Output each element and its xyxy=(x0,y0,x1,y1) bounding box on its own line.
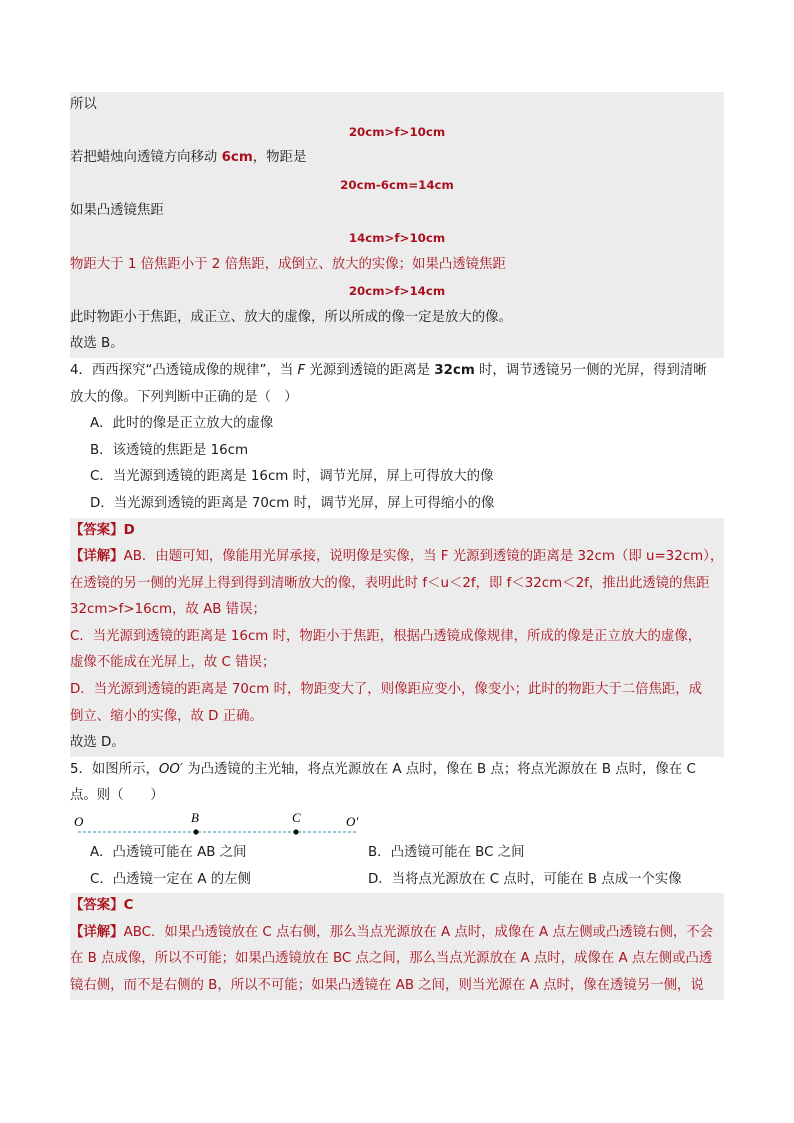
question-4-stem: 4．西西探究“凸透镜成像的规律”，当 F 光源到透镜的距离是 32cm 时，调节透镜另一侧的光屏，得到清晰 xyxy=(70,362,707,378)
option-d: D．当将点光源放在 C 点时，可能在 B 点成一个实像 xyxy=(368,871,682,887)
solution-line: 若把蜡烛向透镜方向移动 6cm，物距是 xyxy=(70,145,724,172)
detail-line: 镜右侧，而不是右侧的 B，所以不可能；如果凸透镜在 AB 之间，则当光源在 A 点时，像在透镜另一侧，说 xyxy=(70,973,724,1000)
solution-line: 此时物距小于焦距，成正立、放大的虚像，所以所成的像一定是放大的像。 xyxy=(70,305,724,332)
point-b xyxy=(193,829,198,834)
formula: 20cm>f>10cm xyxy=(70,119,724,146)
formula: 20cm-6cm=14cm xyxy=(70,172,724,199)
answer: 【答案】D xyxy=(70,518,724,545)
answer: 【答案】C xyxy=(70,893,724,920)
option-a: A．凸透镜可能在 AB 之间 xyxy=(90,845,247,861)
option-c: C．当光源到透镜的距离是 16cm 时，调节光屏，屏上可得放大的像 xyxy=(90,469,494,485)
detail-line: 在透镜的另一侧的光屏上得到得到清晰放大的像，表明此时 f＜u＜2f，即 f＜32cm＜2f，推出此透镜的焦距 xyxy=(70,571,724,598)
page-content xyxy=(70,92,724,1000)
option-row xyxy=(70,840,724,867)
solution-line: 所以 xyxy=(70,92,724,119)
detail-line: 【详解】AB．由题可知，像能用光屏承接，说明像是实像，当 F 光源到透镜的距离是 32cm（即 u=32cm）， xyxy=(70,544,724,571)
detail-line: 故选 D。 xyxy=(70,730,724,757)
detail-line: 在 B 点成像，所以不可能；如果凸透镜放在 BC 点之间，那么当点光源放在 A 点时，成像在 A 点左侧或凸透 xyxy=(70,946,724,973)
label-o: O xyxy=(74,814,84,830)
detail-line: 32cm>f>16cm，故 AB 错误； xyxy=(70,597,724,624)
solution-line: 如果凸透镜焦距 xyxy=(70,198,724,225)
optical-axis-diagram xyxy=(70,810,724,840)
option-b: B．凸透镜可能在 BC 之间 xyxy=(368,845,525,861)
question-5-stem: 点。则（ ） xyxy=(70,788,164,804)
detail-line: D．当光源到透镜的距离是 70cm 时，物距变大了，则像距应变小，像变小；此时的物距大于二倍焦距，成 xyxy=(70,677,724,704)
label-b: B xyxy=(191,810,199,826)
detail-line: 【详解】ABC．如果凸透镜放在 C 点右侧，那么当点光源放在 A 点时，成像在 A 点左侧或凸透镜右侧，不会 xyxy=(70,920,724,947)
option-row xyxy=(70,867,724,894)
question-4-stem: 放大的像。下列判断中正确的是（ ） xyxy=(70,389,298,405)
detail-line: C．当光源到透镜的距离是 16cm 时，物距小于焦距，根据凸透镜成像规律，所成的像是正立放大的虚像， xyxy=(70,624,724,651)
formula: 14cm>f>10cm xyxy=(70,225,724,252)
label-o-prime: O′ xyxy=(346,814,359,830)
solution-line: 故选 B。 xyxy=(70,331,724,358)
formula: 20cm>f>14cm xyxy=(70,278,724,305)
detail-line: 倒立、缩小的实像，故 D 正确。 xyxy=(70,704,724,731)
point-c xyxy=(293,829,298,834)
label-c: C xyxy=(292,810,301,826)
solution-line: 物距大于 1 倍焦距小于 2 倍焦距，成倒立、放大的实像；如果凸透镜焦距 xyxy=(70,252,724,279)
axis-figure xyxy=(70,810,724,840)
option-d: D．当光源到透镜的距离是 70cm 时，调节光屏，屏上可得缩小的像 xyxy=(90,495,495,511)
option-c: C．凸透镜一定在 A 的左侧 xyxy=(90,871,251,887)
option-a: A．此时的像是正立放大的虚像 xyxy=(90,416,274,432)
detail-line: 虚像不能成在光屏上，故 C 错误； xyxy=(70,650,724,677)
option-b: B．该透镜的焦距是 16cm xyxy=(90,442,249,458)
question-5-stem: 5．如图所示，OO′ 为凸透镜的主光轴，将点光源放在 A 点时，像在 B 点；将点光源放在 B 点时，像在 C xyxy=(70,761,696,777)
